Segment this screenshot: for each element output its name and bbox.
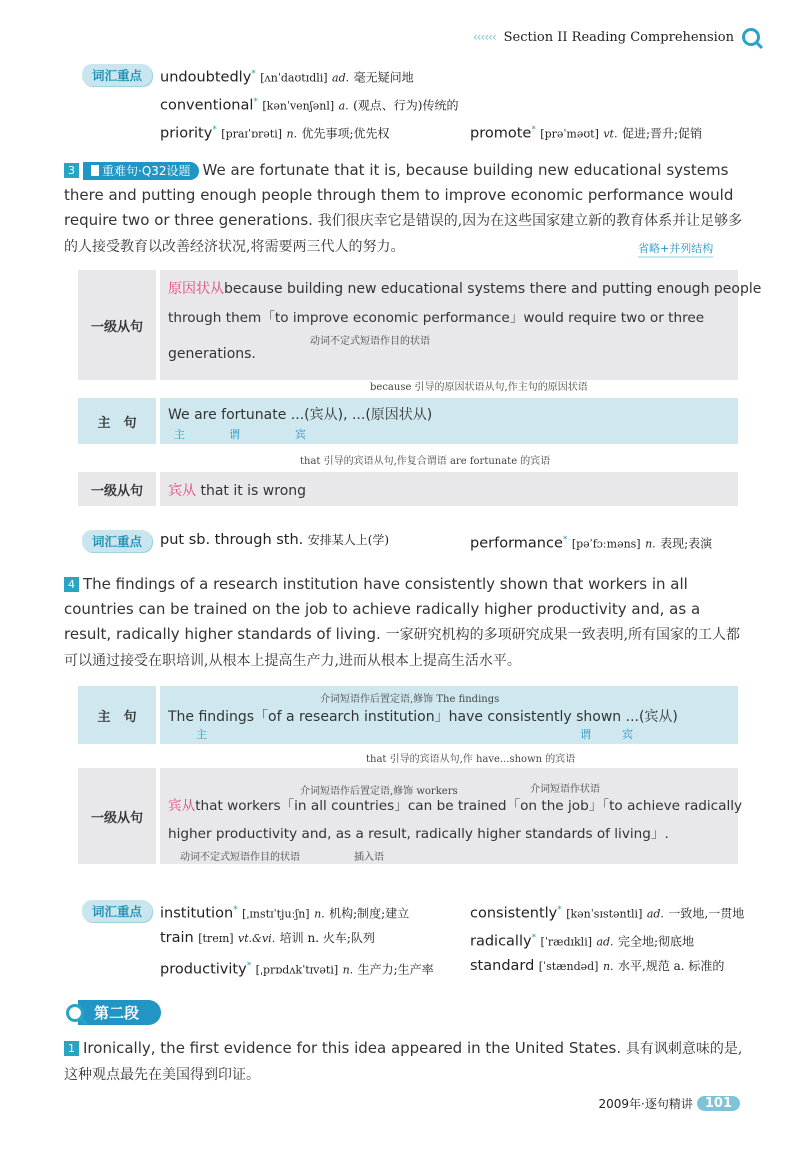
vocab-tag: 词汇重点 [82,64,152,86]
section-heading: 第二段 [66,1000,161,1025]
vocab-tag: 词汇重点 [82,530,152,552]
vocab-item: train [treɪn] vt.&vi. 培训 n. 火车;队列 [160,930,375,946]
main-clause-row: 介词短语作后置定语,修饰 The findings The findings「of a research institution」have consistently shown ...(宾从) 主 谓 宾 [160,686,738,744]
sentence-3: 3 重难句·Q32设题 We are fortunate that it is, because building new educational systems there and putting enough people through them to improve economic performance would require two or three generations. 我们很庆幸它是错误的,因为在这些国家建立新的教育体系并让足够多的人接受教育以改善经济状况,将需要两三代人的努力。 [64,161,743,255]
chevrons-icon: ‹‹‹‹‹‹ [472,30,496,44]
clause-row: 原因状从because building new educational systems there and putting enough people through them「to improve economic performance」would require two or three 动词不定式短语作目的状语 generations. [160,270,738,380]
search-icon [66,1004,84,1022]
clause-row: 宾从 that it is wrong [160,472,738,506]
vocab-item: promote* [prəˈməʊt] vt. 促进;晋升;促销 [470,125,703,142]
clause-level-label: 一级从句 [78,472,156,506]
link-note: because 引导的原因状语从句,作主句的原因状语 [370,382,588,393]
sentence-4: 4 The findings of a research institution have consistently shown that workers in all countries can be trained on the job to achieve radically higher productivity and, as a result, radically higher standards of living. 一家研究机构的多项研究成果一致表明,所有国家的工人都可以通过接受在职培训,从根本上提高生产力,进而从根本上提高生活水平。 [64,575,741,669]
header-title: Section II Reading Comprehension [503,29,734,45]
clause-row: 介词短语作后置定语,修饰 workers 介词短语作状语 宾从that workers「in all countries」can be trained「on the job」「to achieve radically higher productivity and, as a result, radically higher standards of living」. 动词不定式短语作目的状语 插入语 [160,768,738,864]
vocab-item: radically* [ˈrædɪkli] ad. 完全地;彻底地 [470,933,695,950]
sentence-1: 1 Ironically, the first evidence for this idea appeared in the United States. 具有讽刺意味的是,这种观点最先在美国得到印证。 [64,1039,743,1083]
search-icon [742,28,760,46]
page-footer: 2009年·逐句精讲 101 [599,1095,741,1112]
vocab-item: put sb. through sth. 安排某人上(学) [160,532,390,548]
vocab-item: conventional* [kənˈvenʃənl] a. (观点、行为)传统的 [160,97,459,114]
sentence-number: 3 [64,163,79,178]
main-clause-row: We are fortunate ...(宾从), ...(原因状从) 主 谓 宾 [160,398,738,444]
vocab-item: performance* [pəˈfɔːməns] n. 表现;表演 [470,535,713,552]
clause-level-label: 一级从句 [78,270,156,380]
page-number: 101 [697,1096,740,1111]
vocab-item: priority* [praɪˈɒrəti] n. 优先事项;优先权 [160,125,390,142]
running-header [473,28,760,46]
vocab-item: institution* [ˌɪnstɪˈtjuːʃn] n. 机构;制度;建立 [160,905,410,922]
sentence-number: 4 [64,577,79,592]
vocab-item: consistently* [kənˈsɪstəntli] ad. 一致地,一贯地 [470,905,745,922]
key-sentence-tag: 重难句·Q32设题 [83,162,199,180]
clause-level-label: 一级从句 [78,768,156,864]
structure-note: 省略+并列结构 [638,240,713,258]
sentence-number: 1 [64,1041,79,1056]
vocab-tag: 词汇重点 [82,900,152,922]
vocab-item: productivity* [ˌprɒdʌkˈtɪvəti] n. 生产力;生产率 [160,961,434,978]
link-note: that 引导的宾语从句,作复合谓语 are fortunate 的宾语 [300,456,551,467]
vocab-item: undoubtedly* [ʌnˈdaʊtɪdli] ad. 毫无疑问地 [160,69,414,86]
clause-level-label: 主 句 [78,398,156,444]
vocab-item: standard [ˈstændəd] n. 水平,规范 a. 标准的 [470,958,725,974]
clause-level-label: 主 句 [78,686,156,744]
flag-icon [91,165,99,176]
link-note: that 引导的宾语从句,作 have...shown 的宾语 [366,754,576,765]
